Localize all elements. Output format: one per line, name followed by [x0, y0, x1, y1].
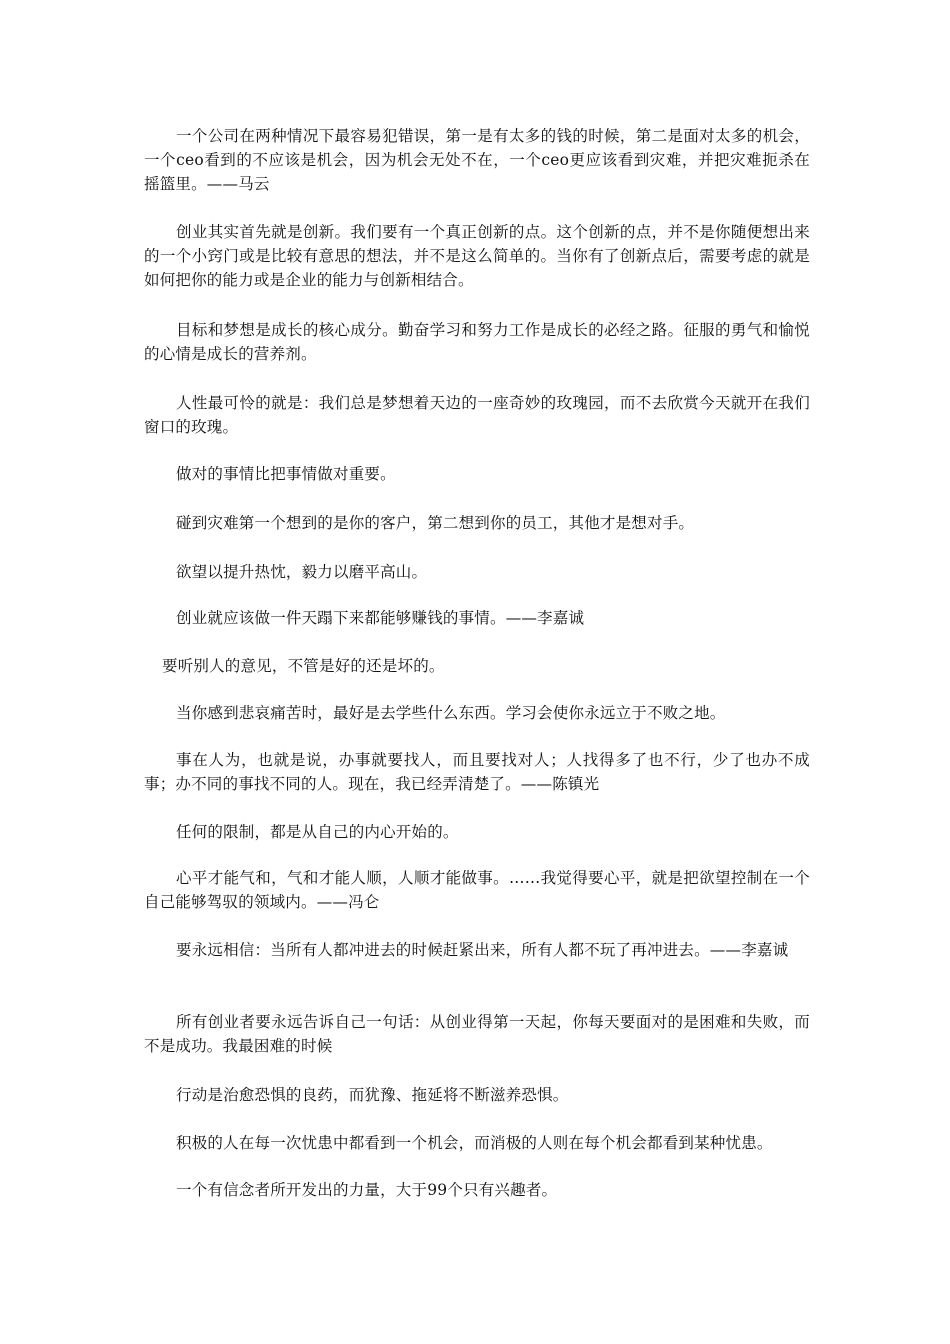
paragraph-15: 所有创业者要永远告诉自己一句话：从创业得第一天起，你每天要面对的是困难和失败，而不是成功。我最困难的时候 [144, 1013, 810, 1055]
paragraph-4: 人性最可怜的就是：我们总是梦想着天边的一座奇妙的玫瑰园，而不去欣赏今天就开在我们窗口的玫瑰。 [144, 394, 810, 436]
paragraph-2: 创业其实首先就是创新。我们要有一个真正创新的点。这个创新的点，并不是你随便想出来的一个小窍门或是比较有意思的想法，并不是这么简单的。当你有了创新点后，需要考虑的就是如何把你的能力或是企业的能力与创新相结合。 [144, 223, 810, 289]
paragraph-12: 任何的限制，都是从自己的内心开始的。 [176, 823, 459, 841]
paragraph-16: 行动是治愈恐惧的良药，而犹豫、拖延将不断滋养恐惧。 [176, 1086, 569, 1104]
paragraph-9: 要听别人的意见，不管是好的还是坏的。 [162, 657, 445, 675]
paragraph-17: 积极的人在每一次忧患中都看到一个机会，而消极的人则在每个机会都看到某种忧患。 [176, 1134, 773, 1152]
paragraph-13: 心平才能气和，气和才能人顺，人顺才能做事。……我觉得要心平，就是把欲望控制在一个自己能够驾驭的领域内。——冯仑 [144, 869, 810, 911]
paragraph-10: 当你感到悲哀痛苦时，最好是去学些什么东西。学习会使你永远立于不败之地。 [176, 704, 726, 722]
paragraph-1: 一个公司在两种情况下最容易犯错误，第一是有太多的钱的时候，第二是面对太多的机会，一个ceo看到的不应该是机会，因为机会无处不在，一个ceo更应该看到灾难，并把灾难扼杀在摇篮里。——马云 [144, 127, 810, 193]
paragraph-6: 碰到灾难第一个想到的是你的客户，第二想到你的员工，其他才是想对手。 [176, 514, 695, 532]
paragraph-11: 事在人为，也就是说，办事就要找人，而且要找对人；人找得多了也不行，少了也办不成事；办不同的事找不同的人。现在，我已经弄清楚了。——陈镇光 [144, 751, 810, 793]
paragraph-5: 做对的事情比把事情做对重要。 [176, 465, 396, 483]
paragraph-3: 目标和梦想是成长的核心成分。勤奋学习和努力工作是成长的必经之路。征服的勇气和愉悦的心情是成长的营养剂。 [144, 321, 810, 363]
paragraph-18: 一个有信念者所开发出的力量，大于99个只有兴趣者。 [176, 1181, 558, 1199]
paragraph-7: 欲望以提升热忱，毅力以磨平高山。 [176, 563, 428, 581]
paragraph-8: 创业就应该做一件天蹋下来都能够赚钱的事情。——李嘉诚 [176, 609, 585, 627]
paragraph-14: 要永远相信：当所有人都冲进去的时候赶紧出来，所有人都不玩了再冲进去。——李嘉诚 [176, 941, 789, 959]
